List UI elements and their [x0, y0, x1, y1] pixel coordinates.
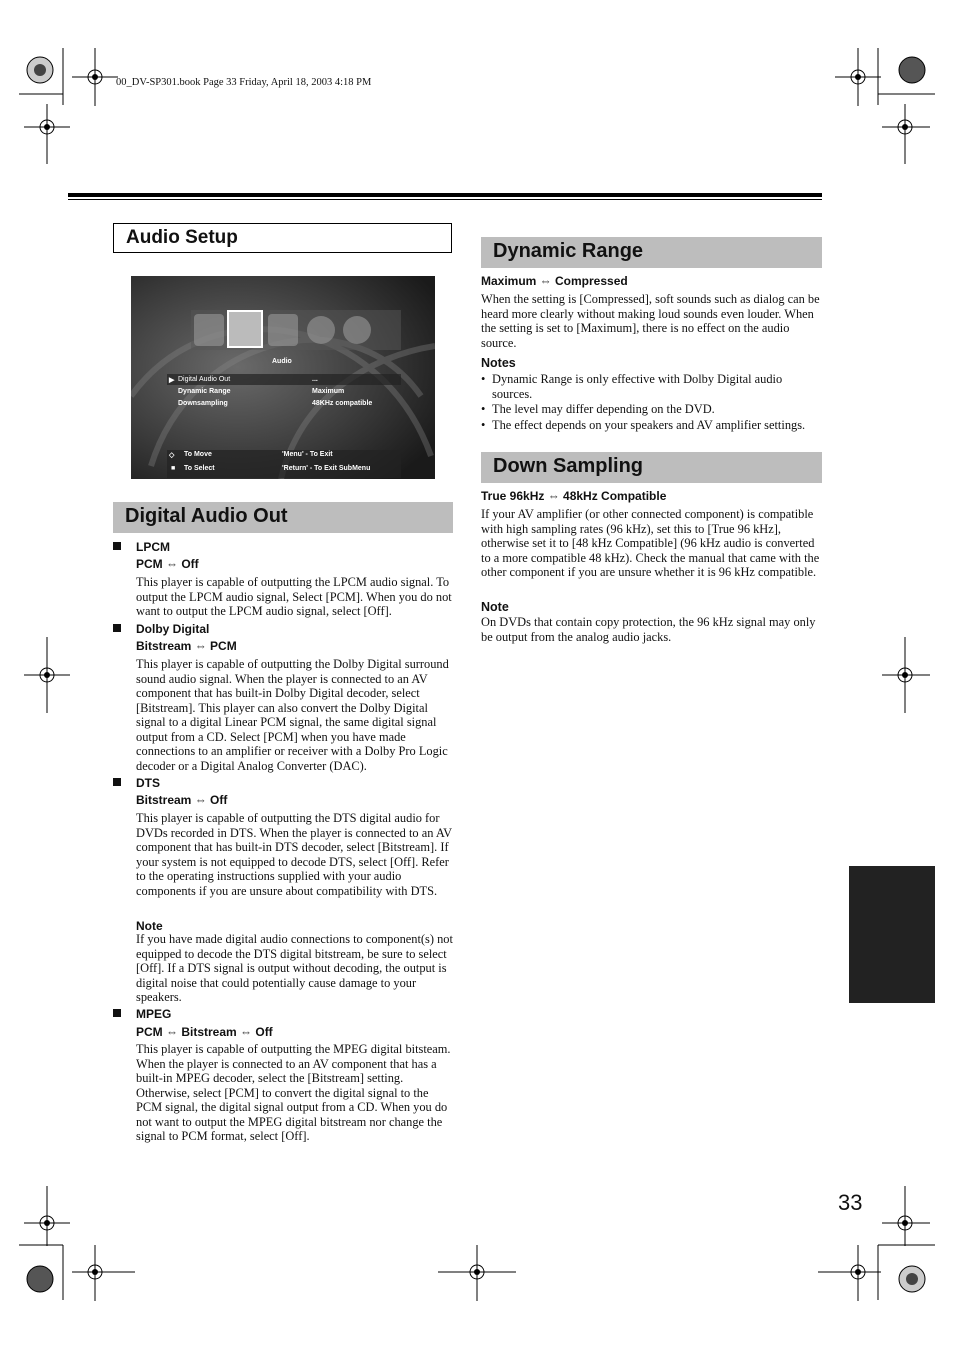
notes-list [481, 372, 822, 432]
note-item: • The level may differ depending on the DVD. [481, 402, 822, 417]
note-title: Note [481, 600, 509, 614]
audio-menu-screenshot [131, 276, 435, 479]
file-info: 00_DV-SP301.book Page 33 Friday, April 18, 2003 4:18 PM [116, 77, 372, 88]
bullet-square [113, 624, 121, 632]
digital-audio-out-title: Digital Audio Out [113, 502, 453, 533]
osd-row-value: Maximum [312, 388, 345, 395]
top-rule-thin [68, 199, 822, 200]
item-name: MPEG [136, 1007, 172, 1021]
osd-menu-title: Audio [272, 358, 292, 365]
dynamic-range-title: Dynamic Range [481, 237, 822, 268]
osd-return-exit: 'Return' - To Exit SubMenu [282, 465, 371, 472]
audio-setup-title: Audio Setup [113, 223, 452, 253]
note-item: • The effect depends on your speakers and AV amplifier settings. [481, 418, 822, 433]
item-options: PCM ⇔ Off [136, 557, 199, 571]
down-sampling-text: If your AV amplifier (or other connected component) is compatible with high sampling rates (96 kHz), set this to [True 96 kHz], otherwise set it to [48 kHz Compatible] (96 kHz audio is converted to a more compatible 48 kHz). Check the manual that came with the other component if you are unsure whether it is 96 kHz compatible. [481, 507, 820, 579]
dynamic-range-text: When the setting is [Compressed], soft sounds such as dialog can be heard more clearly without making loud sounds even louder. When the setting is set to [Maximum], there is no effect on the audio source. [481, 292, 820, 350]
item-options: Bitstream ⇔ PCM [136, 639, 237, 653]
item-options: Bitstream ⇔ Off [136, 793, 228, 807]
osd-row-value: ... [312, 376, 318, 383]
note-title: Note [136, 919, 163, 933]
osd-menu-exit: 'Menu' - To Exit [282, 451, 333, 458]
osd-row-value: 48KHz compatible [312, 400, 373, 407]
item-name: Dolby Digital [136, 622, 210, 636]
dynamic-range-options: Maximum ⇔ Compressed [481, 274, 628, 288]
item-text: This player is capable of outputting the LPCM audio signal. To output the LPCM audio signal, Select [PCM]. When you do not want to output the LPCM audio signal, select [Off]. [136, 575, 452, 618]
item-text: This player is capable of outputting the Dolby Digital surround sound audio signal. When the player is connected to an AV component that has built-in Dolby Digital decoder, select [Bitstream]. This player can also convert the Dolby Digital signal to a digital Linear PCM signal, the same digital signal output from a CD. Select [PCM] when you have made connections to an amplifier or receiver with a Dolby Pro Logic decoder or a Digital Analog Converter (DAC). [136, 657, 449, 773]
note-item: • Dynamic Range is only effective with Dolby Digital audio sources. [481, 372, 822, 401]
top-rule [68, 193, 822, 197]
screen-background [131, 276, 435, 479]
bullet-square [113, 1009, 121, 1017]
note-text: On DVDs that contain copy protection, the 96 kHz signal may only be output from the analog audio jacks. [481, 615, 816, 644]
side-tab [849, 866, 935, 1003]
osd-row-label: Downsampling [178, 400, 228, 407]
osd-arrow: ▶ [169, 377, 175, 384]
item-text: This player is capable of outputting the DTS digital audio for DVDs recorded in DTS. When the player is connected to an AV component that has built-in DTS decoder, select [Bitstream]. If your system is not equipped to decode DTS, select [Off]. Refer to the operating instructions supplied with your audio components if you are unsure about compatibility with DTS. [136, 811, 452, 898]
item-options: PCM ⇔ Bitstream ⇔ Off [136, 1025, 273, 1039]
down-sampling-title: Down Sampling [481, 452, 822, 483]
notes-title: Notes [481, 356, 516, 370]
osd-select: To Select [184, 465, 215, 472]
move-icon: ◇ [169, 452, 175, 459]
osd-row-label: Dynamic Range [178, 388, 231, 395]
osd-move: To Move [184, 451, 212, 458]
page-number: 33 [838, 1190, 863, 1215]
bullet-square [113, 778, 121, 786]
osd-row-label: Digital Audio Out [178, 376, 231, 383]
item-name: LPCM [136, 540, 170, 554]
item-name: DTS [136, 776, 160, 790]
item-text: This player is capable of outputting the MPEG digital bitsteam. When the player is connected to an AV component that has a built-in MPEG decoder, select the [Bitstream] setting. Otherwise, select [PCM] to convert the digital signal to the PCM signal, the digital signal output from a CD. When you do not want to output the MPEG digital bitstream nor change the signal to PCM format, select [Off]. [136, 1042, 451, 1143]
down-sampling-options: True 96kHz ⇔ 48kHz Compatible [481, 489, 667, 503]
bullet-square [113, 542, 121, 550]
select-icon: ■ [171, 465, 176, 472]
note-text: If you have made digital audio connections to component(s) not equipped to decode the DTS digital bitstream, be sure to select [Off]. If a DTS signal is output without decoding, the output is digital noise that could potentially cause damage to your speakers. [136, 932, 453, 1004]
